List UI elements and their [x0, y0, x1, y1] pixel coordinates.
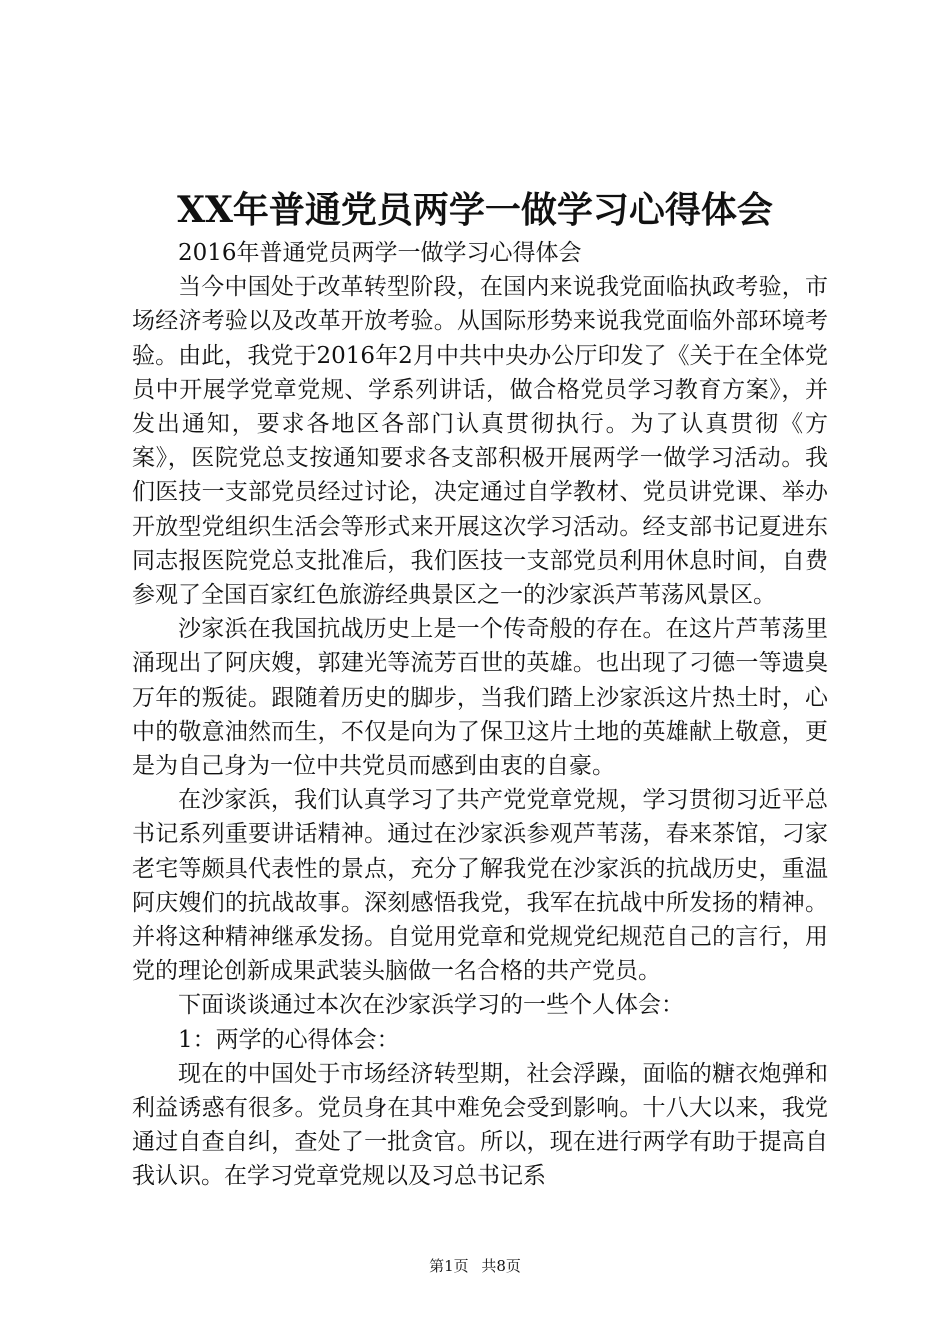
paragraph: 当今中国处于改革转型阶段，在国内来说我党面临执政考验，市场经济考验以及改革开放考验。从国际形势来说我党面临外部环境考验。由此，我党于2016年2月中共中央办公厅印发了《关于在全体党员中开展学党章党规、学系列讲话，做合格党员学习教育方案》，并发出通知，要求各地区各部门认真贯彻执行。为了认真贯彻《方案》，医院党总支按通知要求各支部积极开展两学一做学习活动。我们医技一支部党员经过讨论，决定通过自学教材、党员讲党课、举办开放型党组织生活会等形式来开展这次学习活动。经支部书记夏进东同志报医院党总支批准后，我们医技一支部党员利用休息时间，自费参观了全国百家红色旅游经典景区之一的沙家浜芦苇荡风景区。	[132, 274, 828, 609]
paragraph: 现在的中国处于市场经济转型期，社会浮躁，面临的糖衣炮弹和利益诱惑有很多。党员身在其中难免会受到影响。十八大以来，我党通过自查自纠，查处了一批贪官。所以，现在进行两学有助于提高自我认识。在学习党章党规以及习总书记系	[132, 1060, 828, 1190]
paragraph: 在沙家浜，我们认真学习了共产党党章党规，学习贯彻习近平总书记系列重要讲话精神。通过在沙家浜参观芦苇荡，春来茶馆，刁家老宅等颇具代表性的景点，充分了解我党在沙家浜的抗战历史，重温阿庆嫂们的抗战故事。深刻感悟我党，我军在抗战中所发扬的精神。并将这种精神继承发扬。自觉用党章和党规党纪规范自己的言行，用党的理论创新成果武装头脑做一名合格的共产党员。	[132, 787, 828, 985]
page-number: 第1页	[429, 1257, 469, 1275]
paragraph-subtitle: 2016年普通党员两学一做学习心得体会	[178, 240, 582, 266]
document-body	[132, 236, 828, 1194]
document-title: XX年普通党员两学一做学习心得体会	[177, 189, 773, 231]
paragraph: 下面谈谈通过本次在沙家浜学习的一些个人体会：	[178, 992, 684, 1019]
page-footer	[0, 1256, 950, 1276]
paragraph: 沙家浜在我国抗战历史上是一个传奇般的存在。在这片芦苇荡里涌现出了阿庆嫂，郭建光等流芳百世的英雄。也出现了刁德一等遗臭万年的叛徒。跟随着历史的脚步，当我们踏上沙家浜这片热土时，心中的敬意油然而生，不仅是向为了保卫这片土地的英雄献上敬意，更是为自己身为一位中共党员而感到由衷的自豪。	[132, 616, 828, 780]
paragraph-heading: 1：两学的心得体会：	[178, 1026, 400, 1053]
page-total: 共8页	[481, 1257, 521, 1275]
